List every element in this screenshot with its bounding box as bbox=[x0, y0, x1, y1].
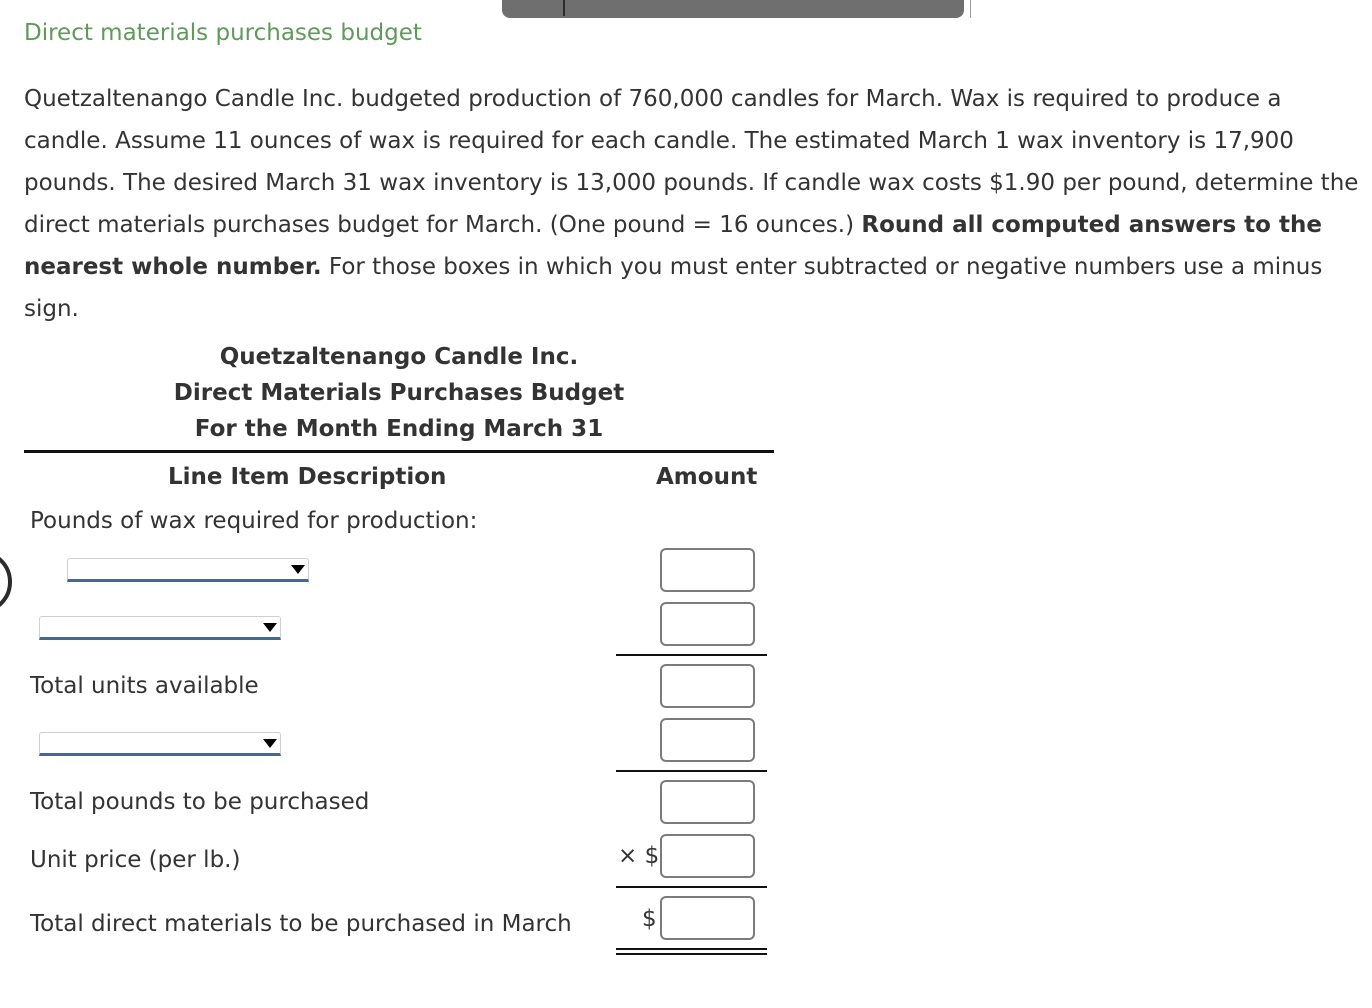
subtotal-rule-3 bbox=[616, 886, 767, 888]
amount-input-2[interactable] bbox=[660, 602, 755, 646]
total-double-rule-top bbox=[616, 948, 767, 950]
problem-statement bbox=[24, 78, 1369, 330]
header-rule bbox=[24, 450, 774, 453]
column-header-amount: Amount bbox=[656, 464, 758, 490]
column-header-description: Line Item Description bbox=[168, 464, 447, 490]
subtotal-rule-1 bbox=[616, 654, 767, 656]
problem-text: Quetzaltenango Candle Inc. budgeted production of 760,000 candles for March. Wax is required to produce a candle. Assume 11 ounces of wax is required for each candle. The estimated March 1 wax inventory is 17,900 pounds. The desired March 31 wax inventory is 13,000 pounds. If candle wax costs $1.90 per pound, determine the direct materials purchases budget for March. (One pound = 16 ounces.) bbox=[24, 86, 1359, 238]
report-period: For the Month Ending March 31 bbox=[194, 416, 604, 442]
section-title: Direct materials purchases budget bbox=[24, 20, 422, 46]
row-label-total-direct-materials: Total direct materials to be purchased in March bbox=[30, 911, 572, 937]
subtotal-rule-2 bbox=[616, 770, 767, 772]
row-label-unit-price: Unit price (per lb.) bbox=[30, 847, 241, 873]
amount-input-4[interactable] bbox=[660, 718, 755, 762]
row-label-total-units-available: Total units available bbox=[30, 673, 259, 699]
toolbar-divider bbox=[563, 0, 565, 16]
top-toolbar-tab[interactable] bbox=[502, 0, 964, 18]
dollar-symbol: $ bbox=[642, 906, 657, 932]
report-company: Quetzaltenango Candle Inc. bbox=[219, 344, 579, 370]
problem-text-after: For those boxes in which you must enter subtracted or negative numbers use a minus sign. bbox=[24, 254, 1323, 322]
multiply-dollar-symbol: × $ bbox=[618, 843, 660, 869]
line-item-select-3[interactable] bbox=[39, 732, 281, 756]
amount-input-5[interactable] bbox=[660, 780, 755, 824]
row-label-total-pounds-purchased: Total pounds to be purchased bbox=[30, 789, 370, 815]
line-item-select-1[interactable] bbox=[67, 558, 309, 582]
dropdown-caret-icon bbox=[263, 739, 277, 748]
dropdown-caret-icon bbox=[291, 565, 305, 574]
problem-emphasis: Round all computed answers to the nearest whole number. bbox=[24, 212, 1322, 280]
amount-input-7[interactable] bbox=[660, 896, 755, 940]
amount-input-3[interactable] bbox=[660, 664, 755, 708]
window-edge-divider bbox=[970, 0, 971, 18]
amount-input-6[interactable] bbox=[660, 834, 755, 878]
dropdown-caret-icon bbox=[263, 623, 277, 632]
row-label-pounds-required: Pounds of wax required for production: bbox=[30, 508, 478, 534]
side-tab-circle-icon[interactable] bbox=[0, 550, 12, 614]
total-double-rule-bottom bbox=[616, 953, 767, 955]
amount-input-1[interactable] bbox=[660, 548, 755, 592]
report-title: Direct Materials Purchases Budget bbox=[173, 380, 625, 406]
line-item-select-2[interactable] bbox=[39, 616, 281, 640]
